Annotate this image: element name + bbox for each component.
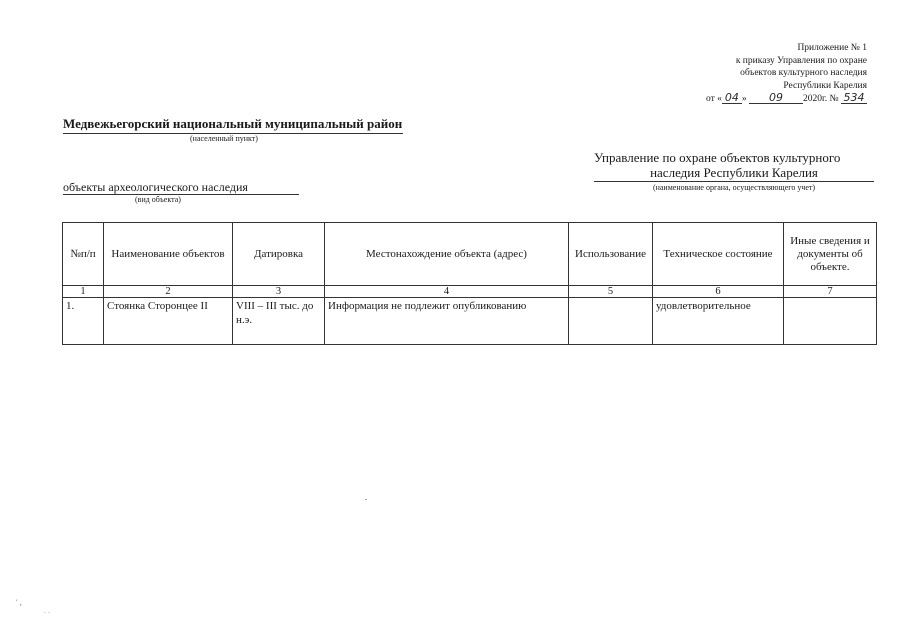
scan-speck: . . xyxy=(44,606,50,615)
header-cell: Использование xyxy=(569,223,653,286)
column-number: 5 xyxy=(569,286,653,298)
appendix-line-1: Приложение № 1 xyxy=(797,43,867,53)
order-number: 534 xyxy=(841,92,867,104)
order-month: 09 xyxy=(749,92,803,104)
column-number: 7 xyxy=(784,286,877,298)
order-mid: » xyxy=(741,94,747,104)
column-number-row xyxy=(63,286,877,298)
scan-speck: ′ , xyxy=(16,598,22,607)
org-name-line-1: Управление по охране объектов культурного xyxy=(594,150,841,165)
object-dating: VIII – III тыс. до н.э. xyxy=(233,298,325,345)
settlement-caption: (населенный пункт) xyxy=(190,134,258,143)
object-other xyxy=(784,298,877,345)
register-table xyxy=(62,222,877,345)
header-cell: Техническое состояние xyxy=(653,223,784,286)
row-number: 1. xyxy=(63,298,104,345)
table-row xyxy=(63,298,877,345)
order-prefix: от « xyxy=(705,94,722,104)
header-cell: Иные сведения и документы об объекте. xyxy=(784,223,877,286)
org-name-line-2: наследия Республики Карелия xyxy=(650,165,818,180)
table-header-row xyxy=(63,223,877,286)
column-number: 6 xyxy=(653,286,784,298)
header-cell: №п/п xyxy=(63,223,104,286)
object-type-underline xyxy=(63,194,299,195)
object-location: Информация не подлежит опубликованию xyxy=(325,298,569,345)
district-name: Медвежьегорский национальный муниципальный район xyxy=(63,116,403,131)
appendix-line-4: Республики Карелия xyxy=(783,80,867,91)
header-cell: Наименование объектов xyxy=(104,223,233,286)
appendix-line-3: объектов культурного наследия xyxy=(740,68,867,78)
column-number: 3 xyxy=(233,286,325,298)
appendix-block xyxy=(647,42,867,106)
appendix-line-2: к приказу Управления по охране xyxy=(735,55,867,66)
order-date-line xyxy=(647,92,867,106)
order-year-text: 2020г. № xyxy=(802,94,839,104)
object-condition: удовлетворительное xyxy=(653,298,784,345)
object-type-caption: (вид объекта) xyxy=(135,195,181,204)
object-name: Стоянка Сторонцее II xyxy=(104,298,233,345)
object-type: объекты археологического наследия xyxy=(63,180,248,194)
scan-speck xyxy=(365,499,367,500)
column-number: 2 xyxy=(104,286,233,298)
header-cell: Местонахождение объекта (адрес) xyxy=(325,223,569,286)
org-caption: (наименование органа, осуществляющего учет) xyxy=(652,183,816,192)
org-underline xyxy=(594,181,874,182)
column-number: 1 xyxy=(63,286,104,298)
column-number: 4 xyxy=(325,286,569,298)
header-cell: Датировка xyxy=(233,223,325,286)
object-use xyxy=(569,298,653,345)
order-day: 04 xyxy=(722,92,742,104)
